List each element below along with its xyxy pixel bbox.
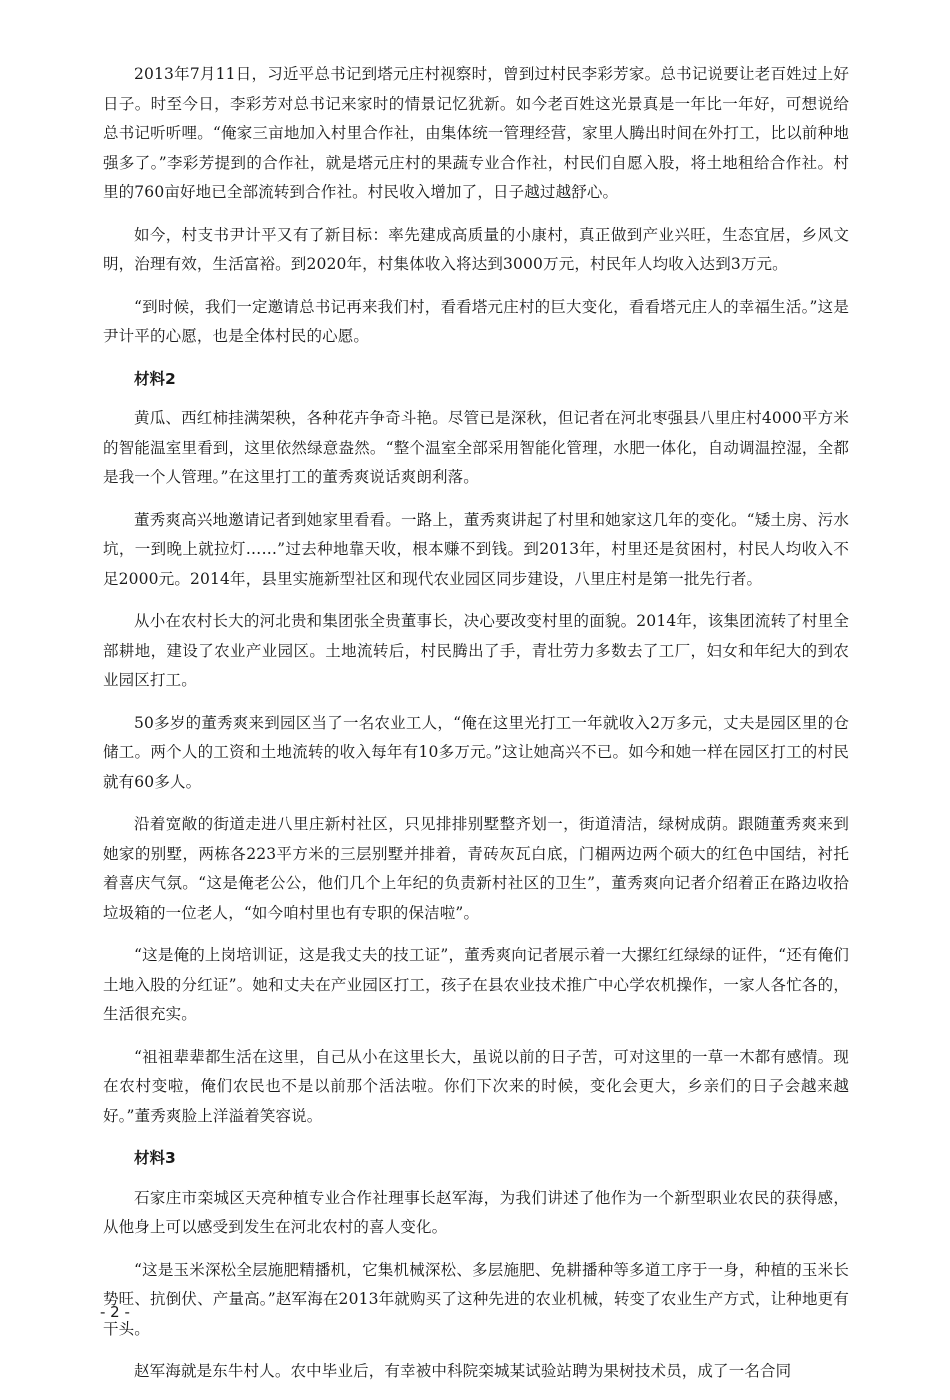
- paragraph: “这是俺的上岗培训证，这是我丈夫的技工证”，董秀爽向记者展示着一大摞红红绿绿的证件，“还有俺们土地入股的分红证”。她和丈夫在产业园区打工，孩子在县农业技术推广中心学农机操作，一家人各忙各的，生活很充实。: [103, 946, 849, 1023]
- paragraph: “祖祖辈辈都生活在这里，自己从小在这里长大，虽说以前的日子苦，可对这里的一草一木都有感情。现在农村变啦，俺们农民也不是以前那个活法啦。你们下次来的时候，变化会更大，乡亲们的日子会越来越好。”董秀爽脸上洋溢着笑容说。: [103, 1047, 849, 1125]
- paragraph: 董秀爽高兴地邀请记者到她家里看看。一路上，董秀爽讲起了村里和她家这几年的变化。“矮土房、污水坑，一到晚上就拉灯……”过去种地靠天收，根本赚不到钱。到2013年，村里还是贫困村，村民人均收入不足2000元。2014年，县里实施新型社区和现代农业园区同步建设，八里庄村是第一批先行者。: [103, 510, 849, 588]
- paragraph: 石家庄市栾城区天亮种植专业合作社理事长赵军海，为我们讲述了他作为一个新型职业农民的获得感，从他身上可以感受到发生在河北农村的喜人变化。: [103, 1188, 849, 1236]
- material-2-heading: 材料2: [134, 369, 176, 388]
- paragraph: 50多岁的董秀爽来到园区当了一名农业工人，“俺在这里光打工一年就收入2万多元，丈夫是园区里的仓储工。两个人的工资和土地流转的收入每年有10多万元。”这让她高兴不已。如今和她一样在园区打工的村民就有60多人。: [103, 713, 849, 791]
- paragraph: 如今，村支书尹计平又有了新目标：率先建成高质量的小康村，真正做到产业兴旺，生态宜居，乡风文明，治理有效，生活富裕。到2020年，村集体收入将达到3000万元，村民年人均收入达到3万元。: [103, 225, 849, 273]
- paragraph: 黄瓜、西红柿挂满架秧，各种花卉争奇斗艳。尽管已是深秋，但记者在河北枣强县八里庄村4000平方米的智能温室里看到，这里依然绿意盎然。“整个温室全部采用智能化管理，水肥一体化，自动调温控湿，全都是我一个人管理。”在这里打工的董秀爽说话爽朗利落。: [103, 409, 849, 486]
- paragraph: 沿着宽敞的街道走进八里庄新村社区，只见排排别墅整齐划一，街道清洁，绿树成荫。跟随董秀爽来到她家的别墅，两栋各223平方米的三层别墅并排着，青砖灰瓦白底，门楣两边两个硕大的红色中国结，衬托着喜庆气氛。“这是俺老公公，他们几个上年纪的负责新村社区的卫生”，董秀爽向记者介绍着正在路边收拾垃圾箱的一位老人，“如今咱村里也有专职的保洁啦”。: [103, 815, 849, 922]
- paragraph: “这是玉米深松全层施肥精播机，它集机械深松、多层施肥、免耕播种等多道工序于一身，种植的玉米长势旺、抗倒伏、产量高。”赵军海在2013年就购买了这种先进的农业机械，转变了农业生产方式，让种地更有干头。: [103, 1260, 849, 1338]
- page-number: - 2 -: [100, 1303, 130, 1321]
- document-body: [103, 60, 849, 1400]
- paragraph: 赵军海就是东牛村人。农中毕业后，有幸被中科院栾城某试验站聘为果树技术员，成了一名合同: [134, 1362, 792, 1380]
- paragraph: “到时候，我们一定邀请总书记再来我们村，看看塔元庄村的巨大变化，看看塔元庄人的幸福生活。”这是尹计平的心愿，也是全体村民的心愿。: [103, 297, 849, 345]
- paragraph: 从小在农村长大的河北贵和集团张全贵董事长，决心要改变村里的面貌。2014年，该集团流转了村里全部耕地，建设了农业产业园区。土地流转后，村民腾出了手，青壮劳力多数去了工厂，妇女和年纪大的到农业园区打工。: [103, 612, 849, 689]
- material-3-heading: 材料3: [134, 1149, 176, 1167]
- paragraph: 2013年7月11日，习近平总书记到塔元庄村视察时，曾到过村民李彩芳家。总书记说要让老百姓过上好日子。时至今日，李彩芳对总书记来家时的情景记忆犹新。如今老百姓这光景真是一年比一年好，可想说给总书记听听哩。“俺家三亩地加入村里合作社，由集体统一管理经营，家里人腾出时间在外打工，比以前种地强多了。”李彩芳提到的合作社，就是塔元庄村的果蔬专业合作社，村民们自愿入股，将土地租给合作社。村里的760亩好地已全部流转到合作社。村民收入增加了，日子越过越舒心。: [103, 65, 849, 201]
